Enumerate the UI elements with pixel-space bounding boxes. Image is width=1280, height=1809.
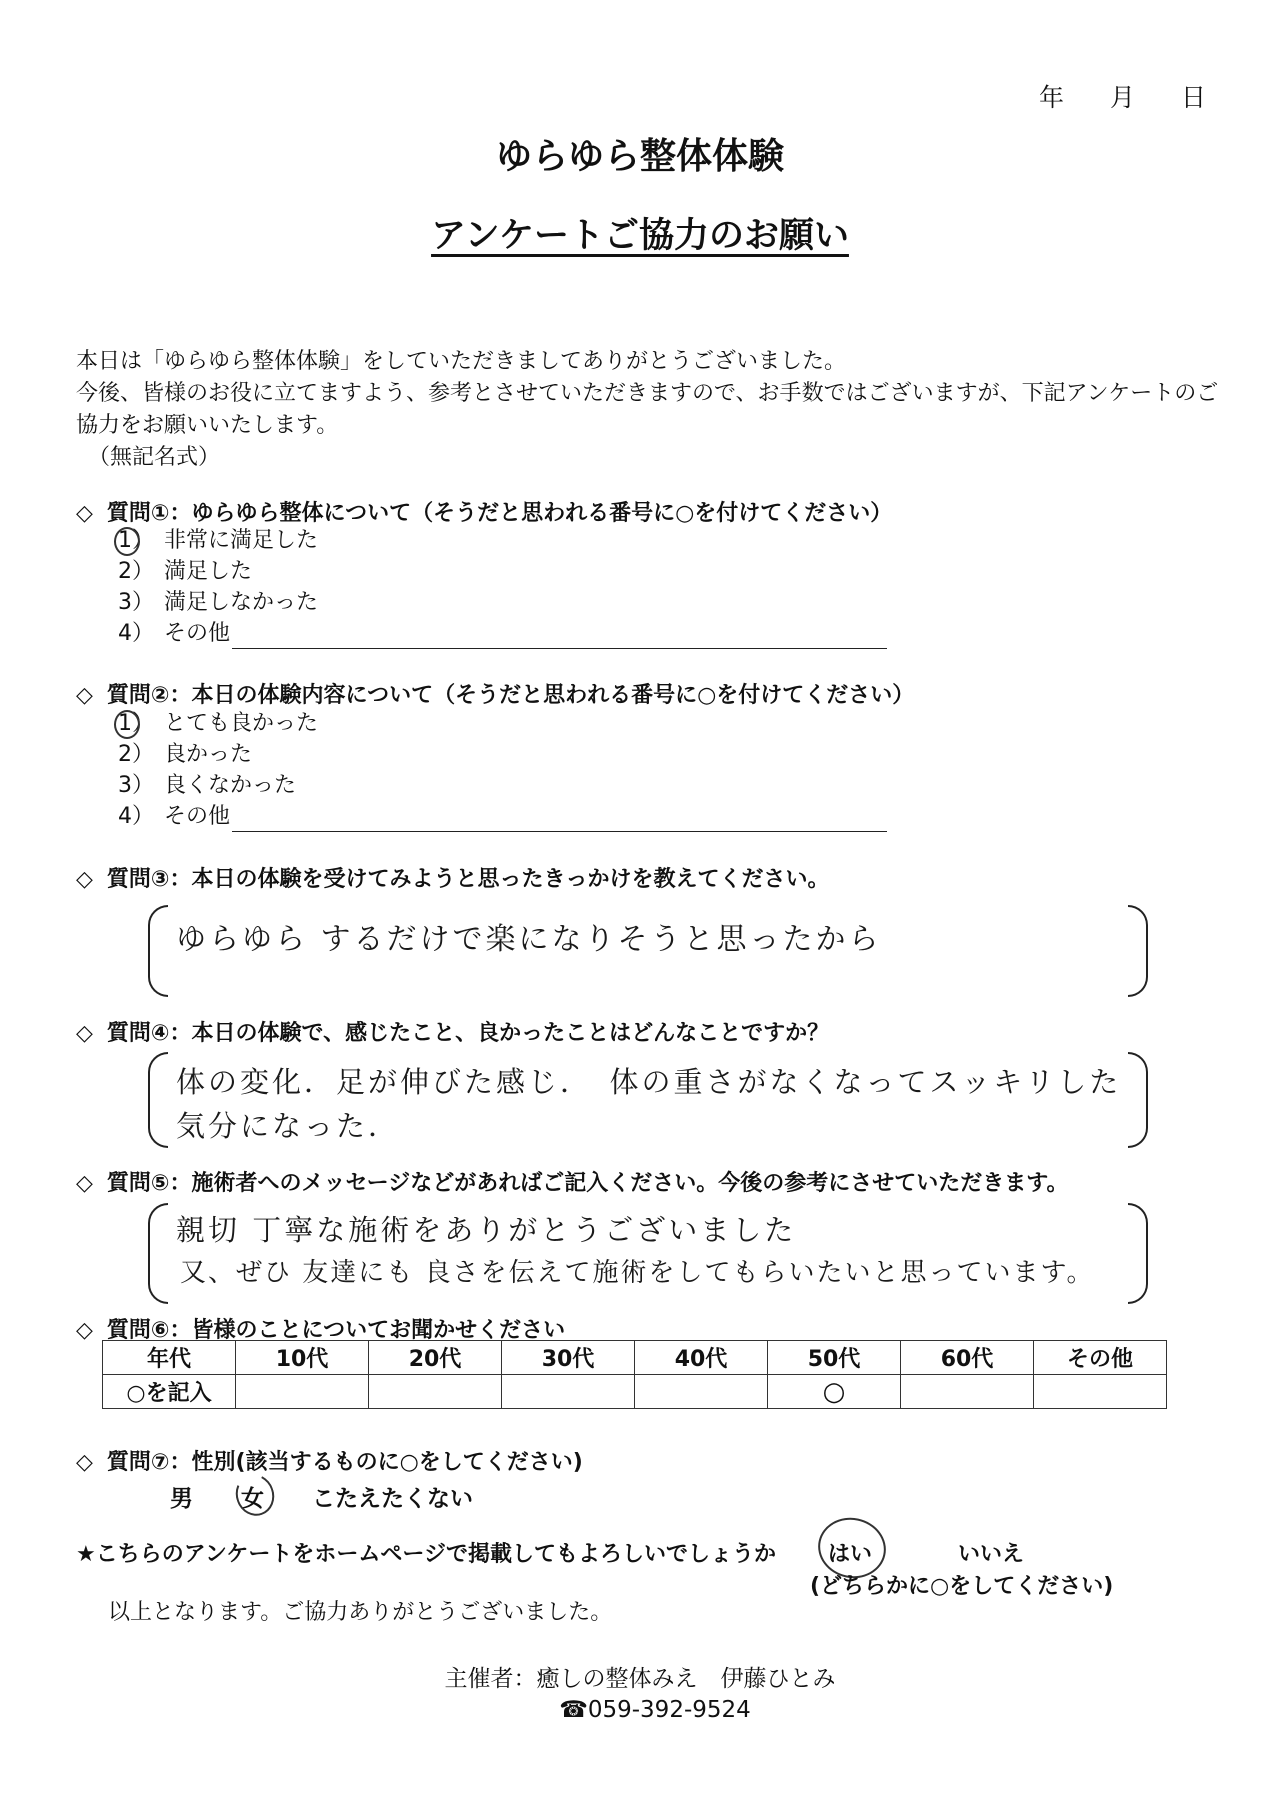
age-other: その他 bbox=[1034, 1341, 1167, 1375]
age-60s: 60代 bbox=[901, 1341, 1034, 1375]
age-mark-cell[interactable]: ○ bbox=[768, 1375, 901, 1409]
diamond-icon: ◇ bbox=[76, 1021, 93, 1046]
age-30s: 30代 bbox=[502, 1341, 635, 1375]
q2-option-3[interactable]: 3） 良くなかった bbox=[118, 773, 297, 798]
age-mark-cell[interactable] bbox=[1034, 1375, 1167, 1409]
survey-subtitle: アンケートご協力のお願い bbox=[431, 216, 849, 256]
q1-option-2[interactable]: 2） 満足した bbox=[118, 559, 253, 584]
diamond-icon: ◇ bbox=[76, 501, 93, 526]
q1-option-1[interactable]: 1） 非常に満足した bbox=[118, 525, 887, 556]
selected-circle-mark bbox=[114, 710, 140, 739]
diamond-icon: ◇ bbox=[76, 1318, 93, 1343]
question-1-heading: ◇ 質問①：ゆらゆら整体について（そうだと思われる番号に○を付けてください） bbox=[76, 501, 893, 526]
organizer: 主催者：癒しの整体みえ 伊藤ひとみ bbox=[444, 1666, 836, 1692]
q2-option-2[interactable]: 2） 良かった bbox=[118, 742, 253, 767]
q4-answer-line-2[interactable]: 気分になった． bbox=[176, 1109, 401, 1143]
diamond-icon: ◇ bbox=[76, 1450, 93, 1475]
q3-answer[interactable]: ゆらゆら するだけで楽になりそうと思ったから bbox=[176, 922, 882, 957]
age-20s: 20代 bbox=[369, 1341, 502, 1375]
answer-bracket-right bbox=[1128, 1052, 1148, 1148]
question-7-heading: ◇ 質問⑦：性別(該当するものに○をしてください) bbox=[76, 1450, 583, 1475]
other-write-in-line[interactable] bbox=[232, 811, 887, 832]
answer-bracket-left bbox=[148, 1203, 168, 1304]
phone-number: ☎059-392-9524 bbox=[559, 1697, 751, 1723]
intro-line: 本日は「ゆらゆら整体体験」をしていただきましてありがとうございました。 bbox=[76, 349, 847, 374]
answer-bracket-right bbox=[1128, 1203, 1148, 1304]
intro-text bbox=[76, 346, 1226, 474]
question-6-heading: ◇ 質問⑥：皆様のことについてお聞かせください bbox=[76, 1318, 566, 1343]
other-write-in-line[interactable] bbox=[232, 628, 887, 649]
age-header-label: 年代 bbox=[103, 1341, 236, 1375]
diamond-icon: ◇ bbox=[76, 1171, 93, 1196]
date-month: 月 bbox=[1110, 83, 1138, 112]
question-2-heading: ◇ 質問②：本日の体験内容について（そうだと思われる番号に○を付けてください） bbox=[76, 683, 915, 708]
age-10s: 10代 bbox=[236, 1341, 369, 1375]
intro-anonymous: （無記名式） bbox=[88, 445, 221, 470]
survey-title: ゆらゆら整体体験 bbox=[495, 136, 784, 177]
age-mark-cell[interactable] bbox=[369, 1375, 502, 1409]
date-line bbox=[1005, 78, 1208, 114]
age-mark-cell[interactable] bbox=[635, 1375, 768, 1409]
selected-circle-mark bbox=[230, 1469, 280, 1521]
q5-answer-line-2[interactable]: 又、ぜひ 友達にも 良さを伝えて施術をしてもらいたいと思っています。 bbox=[180, 1258, 1095, 1288]
homepage-question: ★こちらのアンケートをホームページで掲載してもよろしいでしょうか bbox=[76, 1542, 776, 1567]
question-1-options bbox=[118, 525, 887, 649]
age-header-row bbox=[103, 1341, 1167, 1375]
date-year: 年 bbox=[1039, 83, 1067, 112]
intro-line: 協力をお願いいたします。 bbox=[76, 413, 339, 438]
thanks-text: 以上となります。ご協力ありがとうございました。 bbox=[108, 1600, 613, 1625]
question-4-heading: ◇ 質問④：本日の体験で、感じたこと、良かったことはどんなことですか？ bbox=[76, 1021, 830, 1046]
q2-option-1[interactable]: 1） とても良かった bbox=[118, 708, 887, 739]
age-40s: 40代 bbox=[635, 1341, 768, 1375]
homepage-note: (どちらかに○をしてください) bbox=[810, 1574, 1114, 1599]
age-mark-label: ○を記入 bbox=[103, 1375, 236, 1409]
q2-option-4[interactable]: 4） その他 bbox=[118, 801, 887, 832]
question-2-options bbox=[118, 708, 887, 832]
question-5-heading: ◇ 質問⑤：施術者へのメッセージなどがあればご記入ください。今後の参考にさせていただきます。 bbox=[76, 1171, 1069, 1196]
selected-circle-mark bbox=[114, 527, 140, 556]
diamond-icon: ◇ bbox=[76, 867, 93, 892]
gender-male[interactable]: 男 bbox=[170, 1486, 193, 1512]
answer-bracket-left bbox=[148, 905, 168, 997]
age-mark-cell[interactable] bbox=[502, 1375, 635, 1409]
age-50s: 50代 bbox=[768, 1341, 901, 1375]
q1-option-4[interactable]: 4） その他 bbox=[118, 618, 887, 649]
gender-no-answer[interactable]: こたえたくない bbox=[312, 1486, 474, 1512]
q4-answer-line-1[interactable]: 体の変化．足が伸びた感じ． 体の重さがなくなってスッキリした bbox=[176, 1065, 1122, 1099]
q5-answer-line-1[interactable]: 親切 丁寧な施術をありがとうございました bbox=[176, 1213, 797, 1247]
homepage-yes[interactable]: はい bbox=[828, 1542, 873, 1567]
age-table bbox=[102, 1340, 1167, 1409]
answer-bracket-right bbox=[1128, 905, 1148, 997]
age-mark-cell[interactable] bbox=[236, 1375, 369, 1409]
intro-line: 今後、皆様のお役に立てますよう、参考とさせていただきますので、お手数ではございますが、下記アンケートのご bbox=[76, 381, 1219, 406]
answer-bracket-left bbox=[148, 1052, 168, 1148]
gender-options bbox=[170, 1480, 513, 1513]
gender-female[interactable]: 女 bbox=[241, 1486, 265, 1512]
date-day: 日 bbox=[1180, 83, 1208, 112]
question-3-heading: ◇ 質問③：本日の体験を受けてみようと思ったきっかけを教えてください。 bbox=[76, 867, 830, 892]
age-mark-row bbox=[103, 1375, 1167, 1409]
q1-option-3[interactable]: 3） 満足しなかった bbox=[118, 590, 319, 615]
diamond-icon: ◇ bbox=[76, 683, 93, 708]
age-mark-cell[interactable] bbox=[901, 1375, 1034, 1409]
homepage-no[interactable]: いいえ bbox=[958, 1542, 1025, 1567]
